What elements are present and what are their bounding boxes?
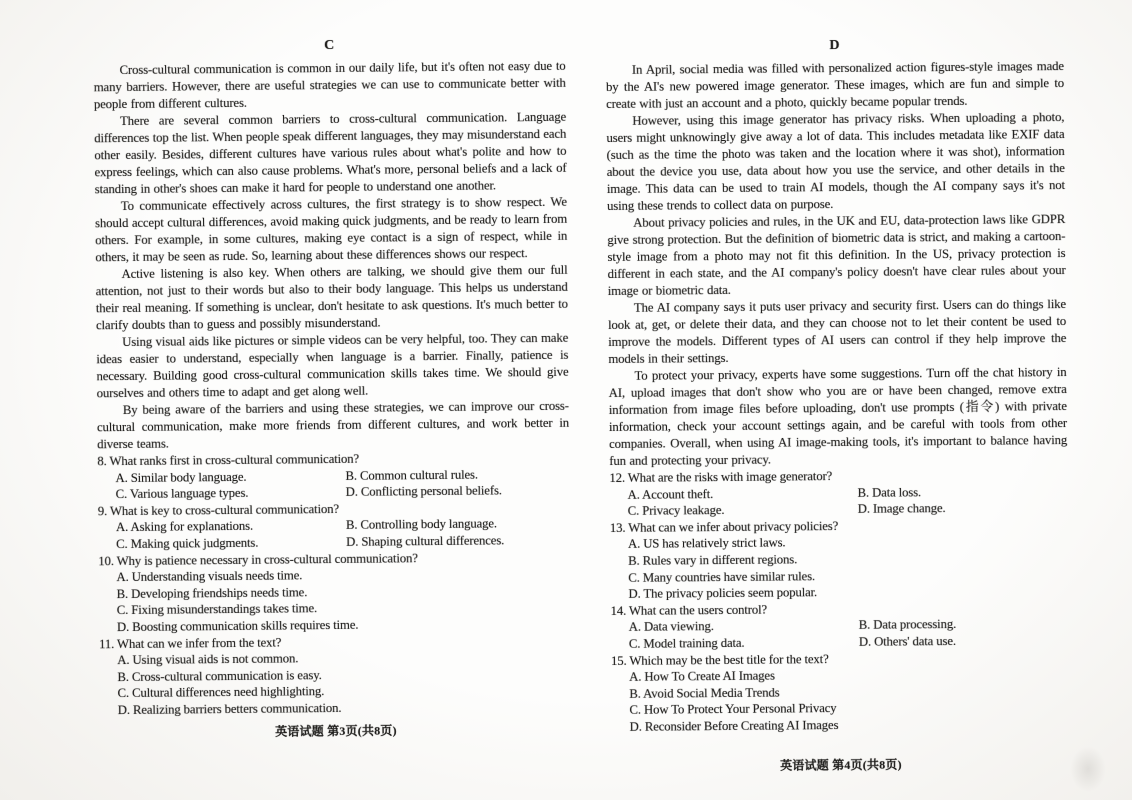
scan-smudge — [1070, 746, 1106, 792]
passage-d-paragraph-3: About privacy policies and rules, in the UK and EU, data-protection laws like GDPR give strong protection. But the definition of biometric data is strict, and making a cartoon-style image from a photo may not fit this definition. In the US, privacy protection is different in each state, and the AI company's policy doesn't have clear rules about your image or biometric data. — [607, 212, 1066, 299]
question-12-text: 12. What are the risks with image generator? — [609, 469, 833, 486]
exam-page-3 — [93, 36, 572, 741]
question-9-text: 9. What is key to cross-cultural communication? — [97, 501, 339, 519]
passage-c-paragraph-6: By being aware of the barriers and using these strategies, we can improve our cross-cultural communication, make more friends from different cultures, and work better in diverse teams. — [96, 398, 570, 452]
question-13-option-c: C. Many countries have similar rules. — [628, 568, 816, 585]
question-9-option-c: C. Making quick judgments. — [116, 535, 259, 552]
question-12-options — [627, 483, 1067, 520]
question-14-text: 14. What can the users control? — [610, 602, 768, 618]
question-14 — [611, 599, 1069, 653]
question-14-option-d: D. Others' data use. — [858, 633, 956, 649]
page-3-footer: 英语试题 第3页(共8页) — [275, 722, 397, 739]
question-15-option-a: A. How To Create AI Images — [629, 668, 775, 684]
question-15-text: 15. Which may be the best title for the text? — [610, 651, 829, 668]
passage-c-paragraph-4: Active listening is also key. When others are talking, we should give them our full attention, not just to their words but also to their body language. This helps us understand their real meaning. If something is unclear, don't hesitate to ask questions. It's much better to clarify doubts than to guess and possibly misunderstand. — [95, 262, 568, 333]
question-9-options — [116, 515, 570, 553]
question-13 — [610, 516, 1069, 603]
question-8-options — [115, 465, 569, 503]
question-13-option-d: D. The privacy policies seem popular. — [628, 585, 818, 602]
question-11-options — [117, 648, 572, 719]
question-8-option-a: A. Similar body language. — [115, 469, 247, 485]
question-8-option-c: C. Various language types. — [115, 486, 249, 502]
question-11-option-d: D. Realizing barriers betters communication. — [117, 700, 342, 717]
passage-d-paragraph-1: In April, social media was filled with personalized action figures-style images made by the AI's new powered image generator. These images, which are fun and simple to create with just an account and a photo, quickly became popular trends. — [605, 59, 1065, 112]
question-14-option-c: C. Model training data. — [628, 635, 745, 651]
question-8-text: 8. What ranks first in cross-cultural communication? — [97, 451, 360, 469]
section-d-heading: D — [829, 37, 841, 54]
question-15-options — [629, 665, 1070, 735]
passage-d-paragraph-2: However, using this image generator has privacy risks. When uploading a photo, users might unknowingly give away a lot of data. This includes metadata like EXIF data (such as the time the photo was taken and the location where it was shot), information about the device you use, data about how you use the service, and other details in the image. This data can be used to train AI models, though the AI company says it's not using these trends to collect data on purpose. — [606, 110, 1065, 214]
question-12-option-c: C. Privacy leakage. — [627, 503, 725, 519]
question-10-option-b: B. Developing friendships needs time. — [116, 585, 308, 601]
question-14-options — [629, 615, 1069, 652]
question-12 — [609, 466, 1067, 520]
question-13-option-b: B. Rules vary in different regions. — [628, 552, 798, 568]
question-11-option-c: C. Cultural differences need highlighting. — [117, 684, 325, 701]
question-10-option-a: A. Understanding visuals needs time. — [116, 568, 303, 585]
passage-d-paragraph-4: The AI company says it puts user privacy and security first. Users can do things like look at, get, or delete their data, and they can choose not to let their content be used to improve the models. Different types of AI users can control if they help improve the models in their settings. — [608, 297, 1067, 367]
question-11-text: 11. What can we infer from the text? — [99, 635, 282, 651]
passage-d-paragraph-5: To protect your privacy, experts have some suggestions. Turn off the chat history in AI, upload images that don't show who you are or have been changed, remove extra information from image files before uploading, don't use prompts (指令) with private information, check your account settings again, and be careful with tools from other companies. Overall, when using AI image-making tools, it's important to balance having fun and protecting your privacy. — [608, 365, 1068, 469]
question-13-options — [628, 532, 1069, 602]
question-8-option-b: B. Common cultural rules. — [345, 467, 478, 483]
question-15-option-c: C. How To Protect Your Personal Privacy — [629, 701, 837, 718]
passage-c-paragraph-3: To communicate effectively across cultures, the first strategy is to show respect. We should accept cultural differences, avoid making quick judgments, and be ready to learn from others. For example, in some cultures, making eye contact is a sign of respect, while in others, it may be seen as rude. So, learning about these differences shows our respect. — [94, 194, 568, 265]
section-c-heading: C — [323, 37, 335, 54]
question-11-option-b: B. Cross-cultural communication is easy. — [117, 667, 322, 684]
question-9-option-b: B. Controlling body language. — [345, 516, 497, 533]
question-12-option-b: B. Data loss. — [857, 484, 922, 500]
question-15 — [611, 649, 1070, 736]
question-12-option-a: A. Account theft. — [627, 486, 714, 502]
question-10-option-c: C. Fixing misunderstandings takes time. — [116, 601, 318, 618]
question-8 — [97, 449, 569, 503]
passage-c-paragraph-1: Cross-cultural communication is common in our daily life, but it's often not easy due to many barriers. However, there are useful strategies we can use to communicate better with people from different cultures. — [93, 58, 566, 112]
passage-c-paragraph-2: There are several common barriers to cross-cultural communication. Language differences top the list. When people speak different languages, they may misunderstand each other easily. Besides, different cultures have various rules about what's polite and how to express feelings, which can also cause problems. What's more, personal beliefs and a lack of standing in other's shoes can make it hard for people to understand one another. — [94, 109, 567, 197]
passage-c-paragraph-5: Using visual aids like pictures or simple videos can be very helpful, too. They can make ideas easier to understand, especially when language is a barrier. Finally, patience is necessary. Building good cross-cultural communication skills takes time. We should give ourselves and others time to adapt and get along well. — [96, 330, 569, 401]
question-14-option-a: A. Data viewing. — [628, 619, 714, 635]
exam-page-4 — [606, 36, 1070, 774]
question-13-text: 13. What can we infer about privacy policies? — [609, 518, 839, 535]
question-10-options — [116, 565, 571, 636]
question-11 — [99, 631, 572, 718]
question-10-option-d: D. Boosting communication skills requires time. — [116, 617, 359, 635]
question-9-option-d: D. Shaping cultural differences. — [346, 533, 505, 549]
question-15-option-d: D. Reconsider Before Creating AI Images — [629, 717, 839, 734]
question-10 — [98, 548, 571, 635]
question-8-option-d: D. Conflicting personal beliefs. — [345, 483, 502, 500]
question-14-option-b: B. Data processing. — [858, 617, 957, 633]
question-12-option-d: D. Image change. — [857, 501, 946, 517]
question-10-text: 10. Why is patience necessary in cross-cultural communication? — [98, 550, 418, 568]
question-15-option-b: B. Avoid Social Media Trends — [629, 685, 780, 701]
question-13-option-a: A. US has relatively strict laws. — [627, 535, 786, 552]
question-11-option-a: A. Using visual aids is not common. — [117, 651, 299, 668]
question-9-option-a: A. Asking for explanations. — [115, 519, 254, 535]
page-4-footer: 英语试题 第4页(共8页) — [780, 756, 902, 773]
question-9 — [98, 499, 570, 553]
